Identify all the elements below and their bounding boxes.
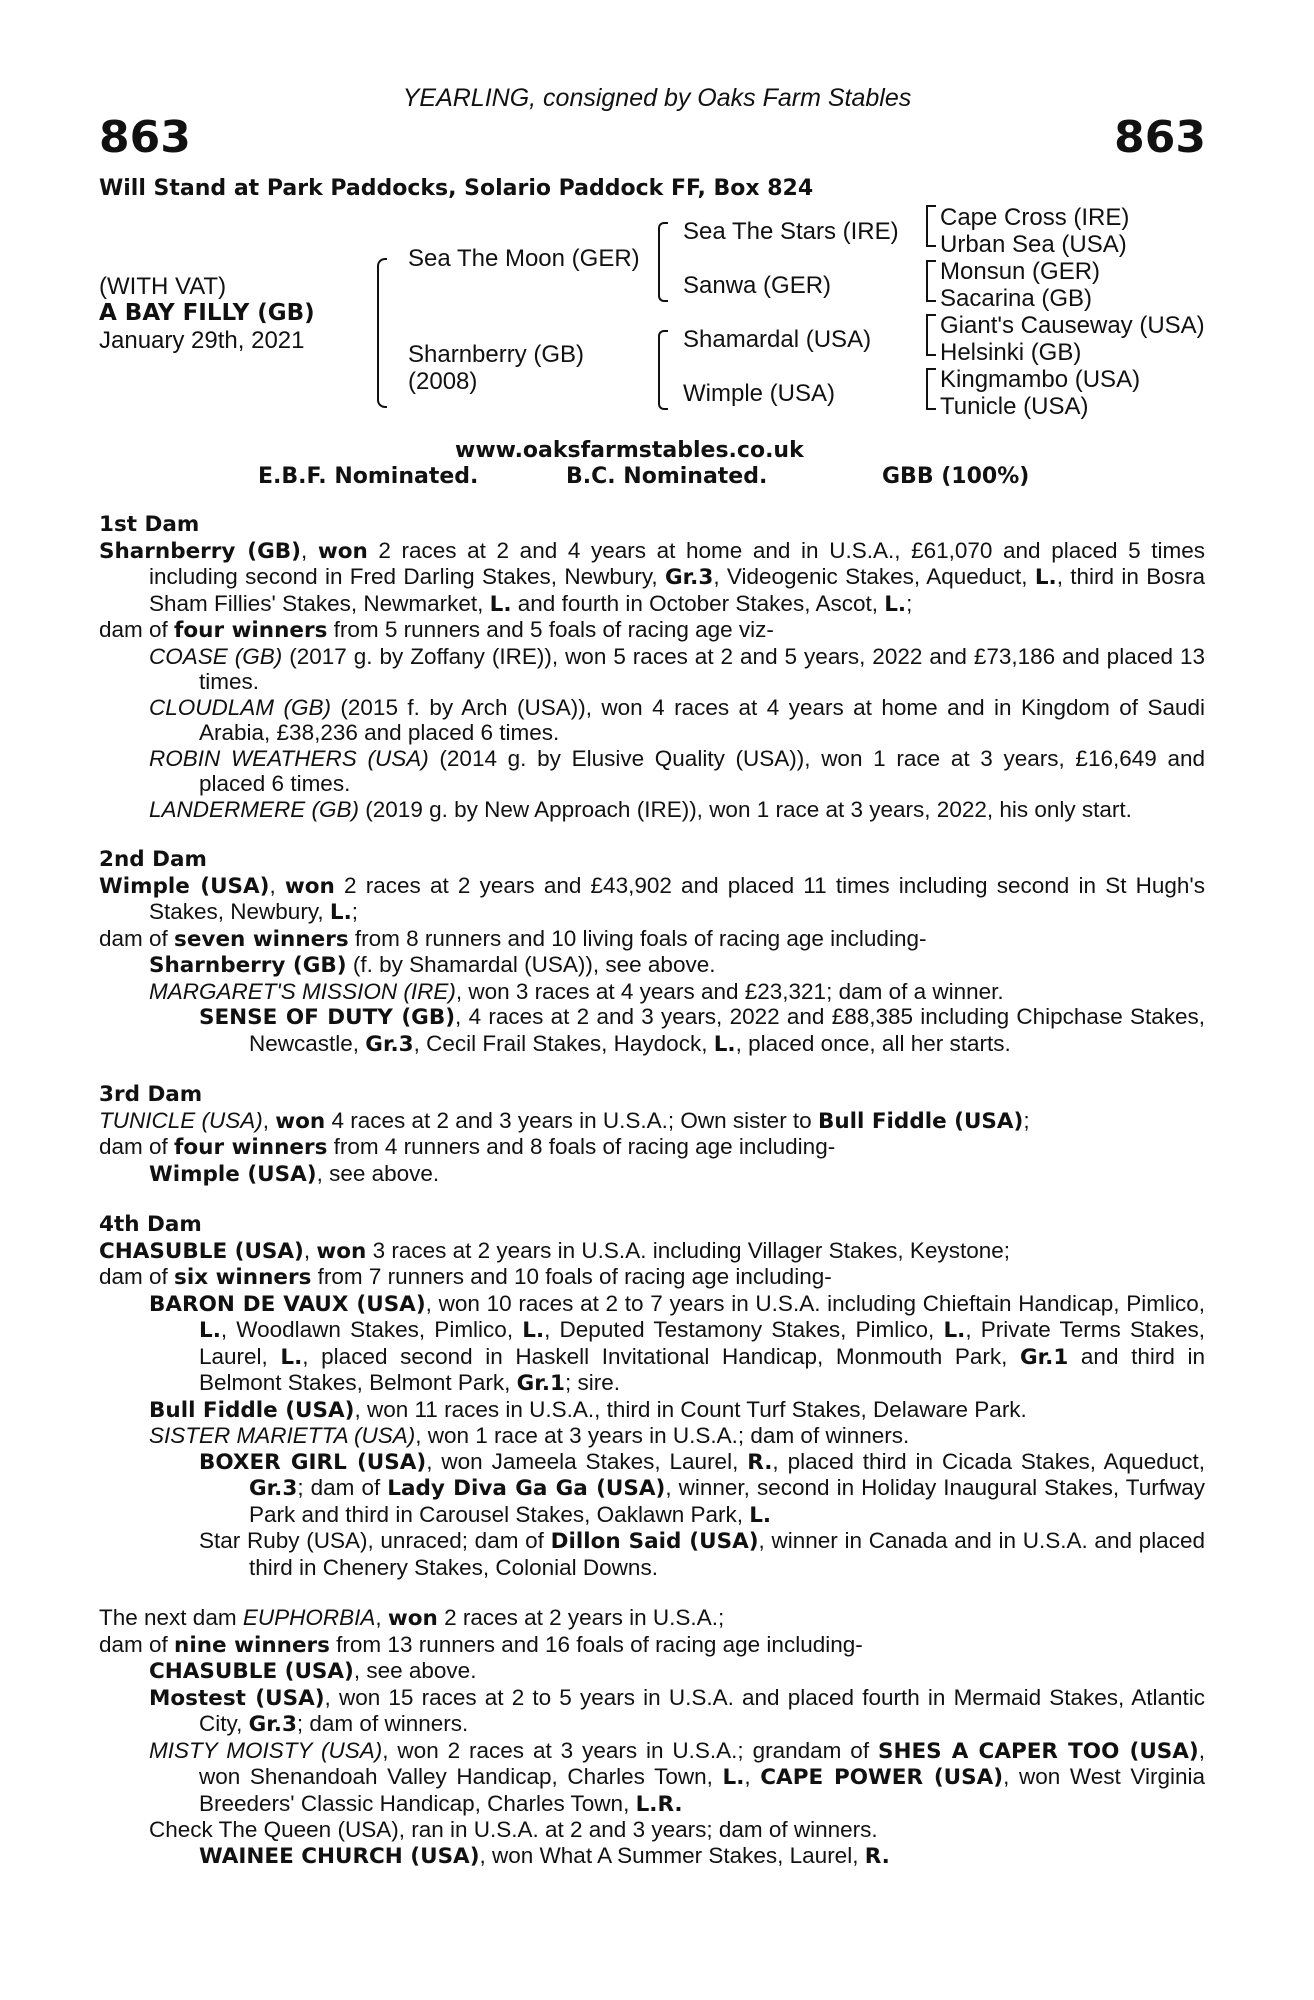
- first-dam-record: Sharnberry (GB), won 2 races at 2 and 4 years at home and in U.S.A., £61,070 and placed 5 times including second in Fred Darling Stakes, Newbury, Gr.3, Videogenic Stakes, Aqueduct, L., third in Bosra Sham Fillies' Stakes, Newmarket, L. and fourth in October Stakes, Ascot, L.;: [99, 537, 1205, 617]
- pedigree-ss-dam: Urban Sea (USA): [940, 231, 1127, 258]
- list-item: ROBIN WEATHERS (USA) (2014 g. by Elusive Quality (USA)), won 1 race at 3 years, £16,649 and placed 6 times.: [149, 745, 1205, 796]
- list-item: BOXER GIRL (USA), won Jameela Stakes, Laurel, R., placed third in Cicada Stakes, Aqueduct, Gr.3; dam of Lady Diva Ga Ga (USA), winner, second in Holiday Inaugural Stakes, Turfway Park and third in Carousel Stakes, Oaklawn Park, L.: [199, 1448, 1205, 1528]
- list-item: Sharnberry (GB) (f. by Shamardal (USA)), see above.: [149, 952, 716, 978]
- pedigree-brace-ss: [926, 205, 936, 247]
- pedigree-brace-sire: [658, 222, 668, 302]
- list-item: CLOUDLAM (GB) (2015 f. by Arch (USA)), won 4 races at 4 years at home and in Kingdom of Saudi Arabia, £38,236 and placed 6 times.: [149, 694, 1205, 745]
- first-dam-heading: 1st Dam: [99, 512, 200, 537]
- pedigree-brace-dd: [926, 368, 936, 410]
- list-item: Check The Queen (USA), ran in U.S.A. at 2 and 3 years; dam of winners.: [149, 1817, 878, 1842]
- list-item: SENSE OF DUTY (GB), 4 races at 2 and 3 years, 2022 and £88,385 including Chipchase Stakes, Newcastle, Gr.3, Cecil Frail Stakes, Haydock, L., placed once, all her starts.: [199, 1004, 1206, 1057]
- list-item: MISTY MOISTY (USA), won 2 races at 3 years in U.S.A.; grandam of SHES A CAPER TOO (USA), won Shenandoah Valley Handicap, Charles Town, L., CAPE POWER (USA), won West Virginia Breeders' Classic Handicap, Charles Town, L.R.: [149, 1737, 1205, 1817]
- ebf-nomination: E.B.F. Nominated.: [258, 464, 479, 489]
- list-item: Bull Fiddle (USA), won 11 races in U.S.A., third in Count Turf Stakes, Delaware Park.: [149, 1396, 1027, 1423]
- pedigree-brace-dam: [658, 330, 668, 410]
- fourth-dam-record: CHASUBLE (USA), won 3 races at 2 years in U.S.A. including Villager Stakes, Keystone;: [99, 1237, 1010, 1264]
- list-item: BARON DE VAUX (USA), won 10 races at 2 to 7 years in U.S.A. including Chieftain Handicap, Pimlico, L., Woodlawn Stakes, Pimlico, L., Deputed Testamony Stakes, Pimlico, L., Private Terms Stakes, Laurel, L., placed second in Haskell Invitational Handicap, Monmouth Park, Gr.1 and third in Belmont Stakes, Belmont Park, Gr.1; sire.: [149, 1290, 1206, 1396]
- pedigree-sire-sire: Sea The Stars (IRE): [683, 218, 899, 245]
- second-dam-record: Wimple (USA), won 2 races at 2 years and £43,902 and placed 11 times including second in St Hugh's Stakes, Newbury, L.;: [99, 872, 1205, 925]
- pedigree-ss-sire: Cape Cross (IRE): [940, 204, 1130, 231]
- lot-number-left: 863: [99, 112, 191, 163]
- vat-note: (WITH VAT): [99, 273, 227, 300]
- gbb-rating: GBB (100%): [882, 464, 1030, 489]
- third-dam-produce-summary: dam of four winners from 4 runners and 8 foals of racing age including-: [99, 1134, 836, 1160]
- pedigree-dam-year: (2008): [408, 368, 478, 395]
- pedigree-sire-dam: Sanwa (GER): [683, 272, 832, 299]
- list-item: MARGARET'S MISSION (IRE), won 3 races at 4 years and £23,321; dam of a winner.: [149, 978, 1004, 1004]
- horse-name: A BAY FILLY (GB): [99, 300, 315, 326]
- website-link[interactable]: www.oaksfarmstables.co.uk: [455, 438, 804, 463]
- bc-nomination: B.C. Nominated.: [566, 464, 768, 489]
- pedigree-dd-dam: Tunicle (USA): [940, 393, 1089, 420]
- stand-location: Will Stand at Park Paddocks, Solario Paddock FF, Box 824: [99, 176, 814, 201]
- pedigree-dd-sire: Kingmambo (USA): [940, 366, 1141, 393]
- list-item: CHASUBLE (USA), see above.: [149, 1658, 477, 1684]
- first-dam-produce-summary: dam of four winners from 5 runners and 5 foals of racing age viz-: [99, 617, 774, 643]
- pedigree-sd-sire: Monsun (GER): [940, 258, 1101, 285]
- list-item: Wimple (USA), see above.: [149, 1160, 440, 1187]
- list-item: Star Ruby (USA), unraced; dam of Dillon Said (USA), winner in Canada and in U.S.A. and placed third in Chenery Stakes, Colonial Downs.: [199, 1528, 1205, 1580]
- pedigree-dam: Sharnberry (GB): [408, 341, 585, 368]
- third-dam-heading: 3rd Dam: [99, 1082, 203, 1107]
- fourth-dam-heading: 4th Dam: [99, 1212, 202, 1237]
- second-dam-produce-summary: dam of seven winners from 8 runners and 10 living foals of racing age including-: [99, 925, 927, 952]
- list-item: COASE (GB) (2017 g. by Zoffany (IRE)), won 5 races at 2 and 5 years, 2022 and £73,186 and placed 13 times.: [149, 643, 1205, 694]
- third-dam-record: TUNICLE (USA), won 4 races at 2 and 3 years in U.S.A.; Own sister to Bull Fiddle (USA);: [99, 1107, 1030, 1134]
- pedigree-brace-ds: [926, 314, 936, 356]
- pedigree-brace-main: [377, 258, 387, 408]
- list-item: SISTER MARIETTA (USA), won 1 race at 3 years in U.S.A.; dam of winners.: [149, 1423, 910, 1448]
- pedigree-dam-sire: Shamardal (USA): [683, 326, 872, 353]
- pedigree-ds-sire: Giant's Causeway (USA): [940, 312, 1205, 339]
- second-dam-heading: 2nd Dam: [99, 847, 207, 872]
- catalogue-body: [99, 512, 1205, 1869]
- consignment-header: YEARLING, consigned by Oaks Farm Stables: [402, 84, 912, 112]
- pedigree-sd-dam: Sacarina (GB): [940, 285, 1093, 312]
- list-item: WAINEE CHURCH (USA), won What A Summer Stakes, Laurel, R.: [199, 1842, 890, 1869]
- next-dam-record: The next dam EUPHORBIA, won 2 races at 2 years in U.S.A.;: [99, 1605, 725, 1631]
- next-dam-produce-summary: dam of nine winners from 13 runners and 16 foals of racing age including-: [99, 1631, 863, 1658]
- lot-number-right: 863: [1114, 112, 1206, 163]
- list-item: LANDERMERE (GB) (2019 g. by New Approach (IRE)), won 1 race at 3 years, 2022, his only start.: [149, 796, 1132, 822]
- pedigree-ds-dam: Helsinki (GB): [940, 339, 1082, 366]
- list-item: Mostest (USA), won 15 races at 2 to 5 years in U.S.A. and placed fourth in Mermaid Stakes, Atlantic City, Gr.3; dam of winners.: [149, 1684, 1205, 1737]
- pedigree-sire: Sea The Moon (GER): [408, 245, 640, 272]
- pedigree-dam-dam: Wimple (USA): [683, 380, 836, 407]
- pedigree-brace-sd: [926, 260, 936, 302]
- fourth-dam-produce-summary: dam of six winners from 7 runners and 10 foals of racing age including-: [99, 1264, 832, 1290]
- foaling-date: January 29th, 2021: [99, 327, 305, 354]
